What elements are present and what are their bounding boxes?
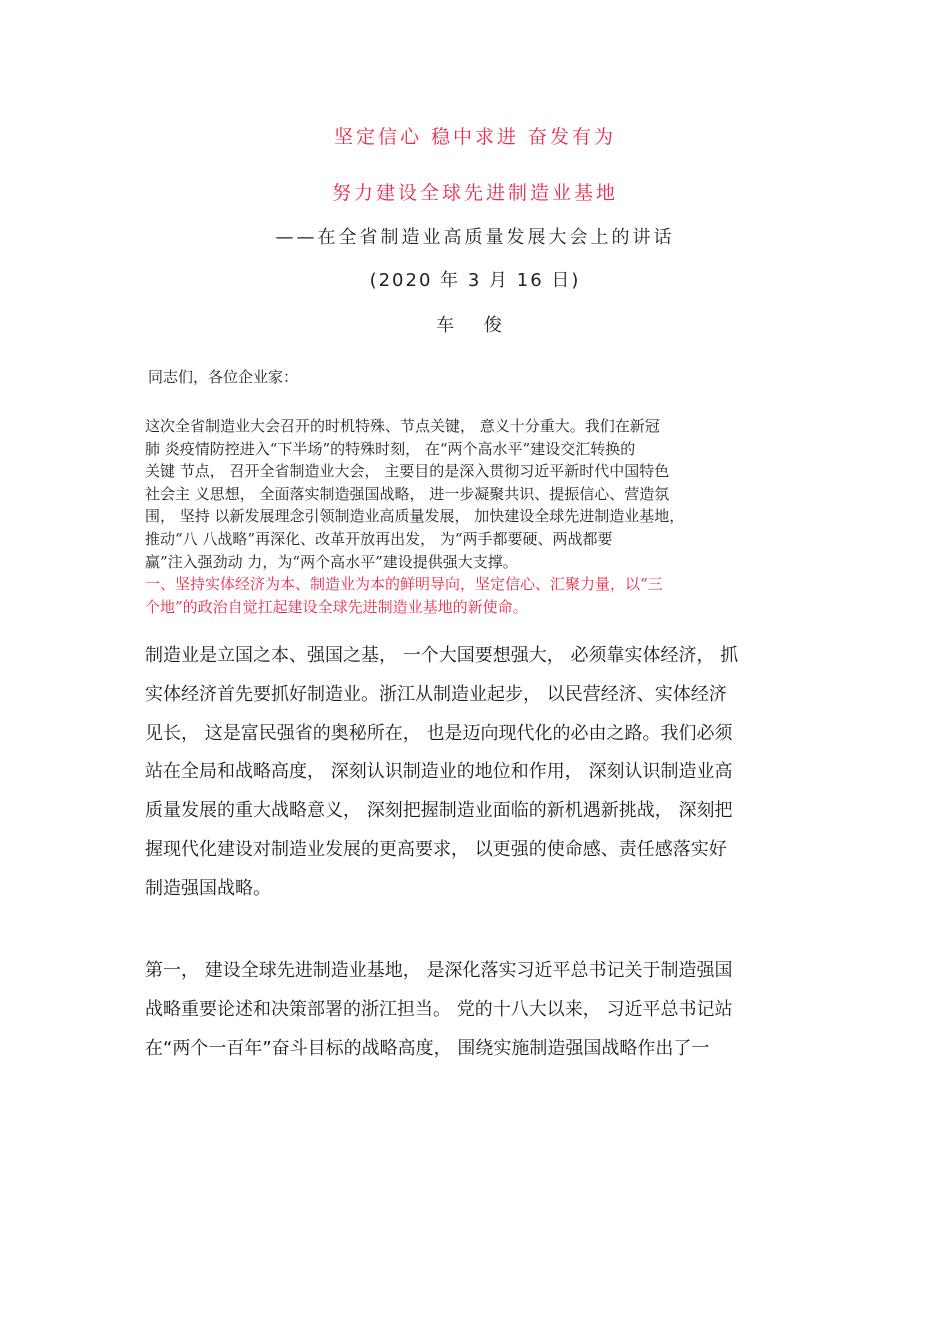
paragraph-line: 站在全局和战略高度， 深刻认识制造业的地位和作用， 深刻认识制造业高: [145, 761, 733, 783]
main-title-line-2: 努力建设全球先进制造业基地: [331, 182, 618, 204]
intro-line: 社会主 义思想， 全面落实制造强国战略， 进一步凝聚共识、提振信心、营造氛: [145, 484, 670, 503]
intro-line: 推动“八 八战略”再深化、改革开放再出发， 为“两手都要硬、两战都要: [145, 529, 613, 548]
paragraph-line: 质量发展的重大战略意义， 深刻把握制造业面临的新机遇新挑战， 深刻把: [145, 800, 733, 822]
main-title-line-1: 坚定信心 稳中求进 奋发有为: [333, 126, 617, 148]
intro-line: 赢”注入强劲动 力，为“两个高水平”建设提供强大支撑。: [145, 552, 518, 571]
intro-line: 围， 坚持 以新发展理念引领制造业高质量发展， 加快建设全球先进制造业基地，: [145, 507, 685, 526]
intro-line: 关键 节点， 召开全省制造业大会， 主要目的是深入贯彻习近平新时代中国特色: [145, 462, 670, 481]
paragraph-line: 握现代化建设对制造业发展的更高要求， 以更强的使命感、责任感落实好: [145, 838, 727, 860]
author-name: 车 俊: [436, 315, 514, 336]
body-paragraph-1: [145, 637, 810, 909]
section-heading-line: 个地”的政治自觉扛起建设全球先进制造业基地的新使命。: [145, 597, 528, 616]
subtitle: ——在全省制造业高质量发展大会上的讲话: [275, 227, 675, 248]
section-heading-line: 一、坚持实体经济为本、制造业为本的鲜明导向，坚定信心、汇聚力量，以“三: [145, 575, 663, 594]
intro-paragraph: [145, 415, 815, 618]
speech-date: (2020 年 3 月 16 日): [369, 270, 581, 291]
paragraph-line: 见长， 这是富民强省的奥秘所在， 也是迈向现代化的必由之路。我们必须: [145, 722, 733, 744]
paragraph-line: 实体经济首先要抓好制造业。浙江从制造业起步， 以民营经济、实体经济: [145, 683, 727, 705]
paragraph-line: 制造强国战略。: [145, 877, 271, 899]
paragraph-line: 战略重要论述和决策部署的浙江担当。 党的十八大以来， 习近平总书记站: [145, 998, 733, 1020]
intro-line: 肺 炎疫情防控进入“下半场”的特殊时刻， 在“两个高水平”建设交汇转换的: [145, 439, 636, 458]
greeting: 同志们，各位企业家：: [148, 368, 299, 386]
intro-line: 这次全省制造业大会召开的时机特殊、节点关键， 意义十分重大。我们在新冠: [145, 417, 660, 435]
body-paragraph-2: [145, 952, 810, 1068]
paragraph-line: 制造业是立国之本、强国之基， 一个大国要想强大， 必须靠实体经济， 抓: [145, 645, 739, 666]
paragraph-line: 在“两个一百年”奋斗目标的战略高度， 围绕实施制造强国战略作出了一: [145, 1037, 710, 1059]
paragraph-line: 第一， 建设全球先进制造业基地， 是深化落实习近平总书记关于制造强国: [145, 960, 733, 981]
